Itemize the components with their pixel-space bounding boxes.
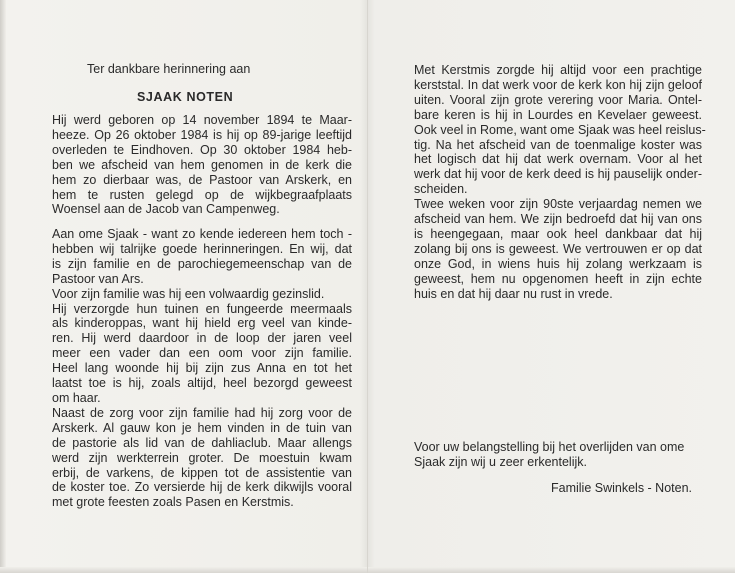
family-signature <box>551 481 692 496</box>
text-line: ben we afscheid van hem genomen in de kerk die <box>52 157 352 172</box>
text-line: Naast de zorg voor zijn familie had hij zorg voor de <box>52 405 352 420</box>
text-line: Sjaak zijn wij u zeer erkentelijk. <box>414 454 587 469</box>
faith-paragraph <box>414 63 706 302</box>
text-line: hebben wij talrijke goede herinneringen. En wij, dat <box>52 241 352 256</box>
text-line: de pastorie als lid van de dahliaclub. Maar allengs <box>52 435 352 450</box>
text-line: kerststal. In dat werk voor de kerk kon hij zijn geloof <box>414 77 702 92</box>
text-line: het logisch dat hij dat werk overnam. Voor al het <box>414 152 702 167</box>
text-line: Aan ome Sjaak - want zo kende iedereen hem toch - <box>52 227 352 241</box>
text-line: Voor uw belangstelling bij het overlijden van ome <box>414 440 685 454</box>
text-line: overleden te Eindhoven. Op 30 oktober 1984 heb- <box>52 142 352 157</box>
text-line: hem zo dierbaar was, de Pastoor van Arskerk, en <box>52 172 352 187</box>
text-line: bare keren is hij in Lourdes en Kevelaer geweest. <box>414 107 702 122</box>
text-line: hem te rusten gelegd op de wijkbegraafplaats <box>52 187 352 202</box>
text-line: zolang bij ons is geweest. We vertrouwen er op dat <box>414 241 702 256</box>
card-fold-line <box>367 0 368 573</box>
text-line: erbij, de varkens, de kippen tot de assistentie van <box>52 465 352 480</box>
text-line: heeze. Op 26 oktober 1984 is hij op 89-jarige leeftijd <box>52 127 352 142</box>
memories-paragraph <box>52 227 352 510</box>
text-line: huis en dat hij daar nu rust in vrede. <box>414 286 613 301</box>
thanks-paragraph <box>414 440 702 470</box>
text-line: werd zijn werkterrein groter. De moestuin kwam <box>52 450 352 465</box>
text-line: met grote feesten zoals Pasen en Kerstmis. <box>52 495 294 510</box>
text-line: is zijn familie en de parochiegemeenschap van de <box>52 256 352 271</box>
text-line: meer een vader dan een oom voor zijn familie. <box>52 346 352 361</box>
text-line: geweest, hem nu opgenomen heeft in zijn echte <box>414 271 702 286</box>
text-line: is heengegaan, maar ook heel dankbaar dat hij <box>414 226 702 241</box>
text-line: als kinderoppas, want hij hield erg veel van kinde- <box>52 316 352 331</box>
text-line: uiten. Vooral zijn grote verering voor Maria. Ontel- <box>414 92 702 107</box>
text-line: laatst toe is hij, zoals altijd, heel bezorgd geweest <box>52 376 352 391</box>
text-line: Arskerk. Al gauw kon je hem vinden in de tuin van <box>52 420 352 435</box>
text-line: Twee weken voor zijn 90ste verjaardag nemen we <box>414 197 702 212</box>
text-line: Woensel aan de Jacob van Campenweg. <box>52 202 280 217</box>
deceased-name: SJAAK NOTEN <box>137 90 234 104</box>
text-line: de koster toe. Zo versierde hij de kerk dikwijls vooral <box>52 480 352 495</box>
text-line: onze God, in wiens huis hij zolang werkzaam is <box>414 256 702 271</box>
text-line: scheiden. <box>414 182 468 197</box>
text-line: Met Kerstmis zorgde hij altijd voor een prachtige <box>414 63 702 77</box>
text-line: Pastoor van Ars. <box>52 271 144 286</box>
dedication-heading: Ter dankbare herinnering aan <box>87 62 251 76</box>
text-line: ren. Hij werd daardoor in de loop der jaren veel <box>52 331 352 346</box>
text-line: Voor zijn familie was hij een volwaardig gezinslid. <box>52 286 325 301</box>
text-line: tig. Na het afscheid van de toenmalige koster was <box>414 137 702 152</box>
text-line: Heel lang woonde hij bij zijn zus Anna en tot het <box>52 361 352 376</box>
signature-line: Familie Swinkels - Noten. <box>551 481 693 495</box>
text-line: Ook veel in Rome, want ome Sjaak was heel reislus- <box>414 122 706 137</box>
text-line: werk dat hij voor de kerk deed is hij pauselijk onder- <box>414 167 702 182</box>
text-line: om haar. <box>52 390 101 405</box>
biography-paragraph <box>52 113 352 217</box>
text-line: afscheid van hem. We zijn bedroefd dat hij van ons <box>414 212 702 227</box>
text-line: Hij werd geboren op 14 november 1894 te Maar- <box>52 113 352 127</box>
card-left-edge <box>0 0 6 573</box>
text-line: Hij verzorgde hun tuinen en fungeerde meermaals <box>52 301 352 316</box>
